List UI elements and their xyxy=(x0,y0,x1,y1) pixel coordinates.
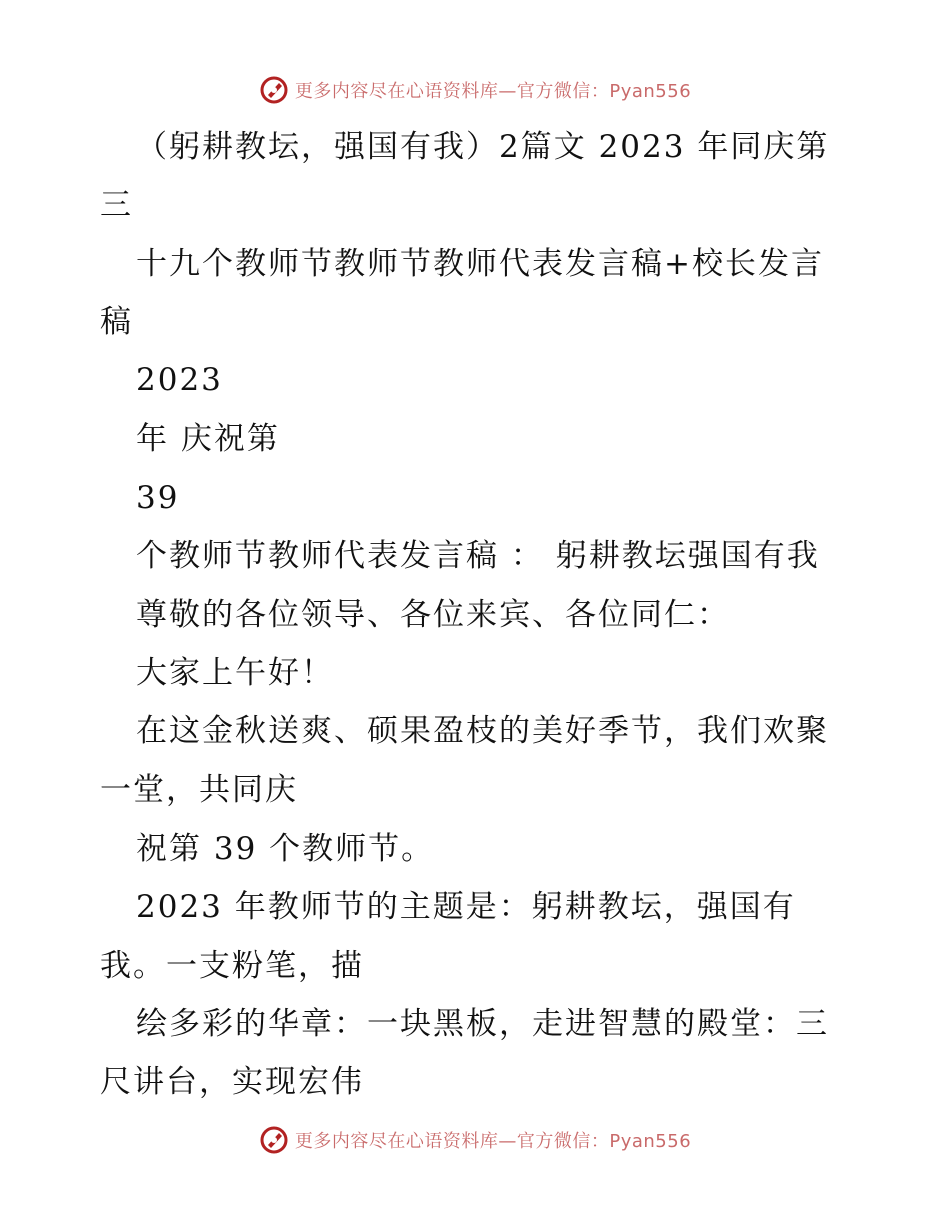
doc-line: 绘多彩的华章：一块黑板，走进智慧的殿堂：三 xyxy=(136,1006,829,1042)
doc-line: 十九个教师节教师节教师代表发言稿+校长发言 xyxy=(136,246,824,282)
doc-line: 年 庆祝第 xyxy=(136,421,280,457)
footer-banner xyxy=(0,1122,950,1158)
doc-line: 稿 xyxy=(100,304,133,340)
doc-line: 一堂，共同庆 xyxy=(100,772,298,808)
header-banner-text: 更多内容尽在心语资料库—官方微信：Pyan556 xyxy=(294,81,692,102)
doc-line: 三 xyxy=(100,187,133,223)
doc-line: 大家上午好！ xyxy=(136,655,334,691)
header-banner xyxy=(0,72,950,108)
doc-line: 祝第 39 个教师节。 xyxy=(136,831,435,867)
doc-line: 尊敬的各位领导、各位来宾、各位同仁： xyxy=(136,597,730,633)
doc-line: 2023 年教师节的主题是：躬耕教坛，强国有 xyxy=(136,889,796,925)
doc-line: 个教师节教师代表发言稿 ： 躬耕教坛强国有我 xyxy=(136,538,820,574)
doc-line: 2023 xyxy=(136,362,223,398)
doc-line: 在这金秋送爽、硕果盈枝的美好季节，我们欢聚 xyxy=(136,713,829,749)
brand-logo-icon xyxy=(259,75,289,105)
brand-logo-icon xyxy=(259,1125,289,1155)
doc-line: （躬耕教坛，强国有我）2篇文 2023 年同庆第 xyxy=(136,129,830,165)
doc-line: 39 xyxy=(136,480,180,516)
footer-banner-text: 更多内容尽在心语资料库—官方微信：Pyan556 xyxy=(294,1131,692,1152)
doc-line: 我。一支粉笔，描 xyxy=(100,948,364,984)
doc-line: 尺讲台，实现宏伟 xyxy=(100,1064,364,1100)
